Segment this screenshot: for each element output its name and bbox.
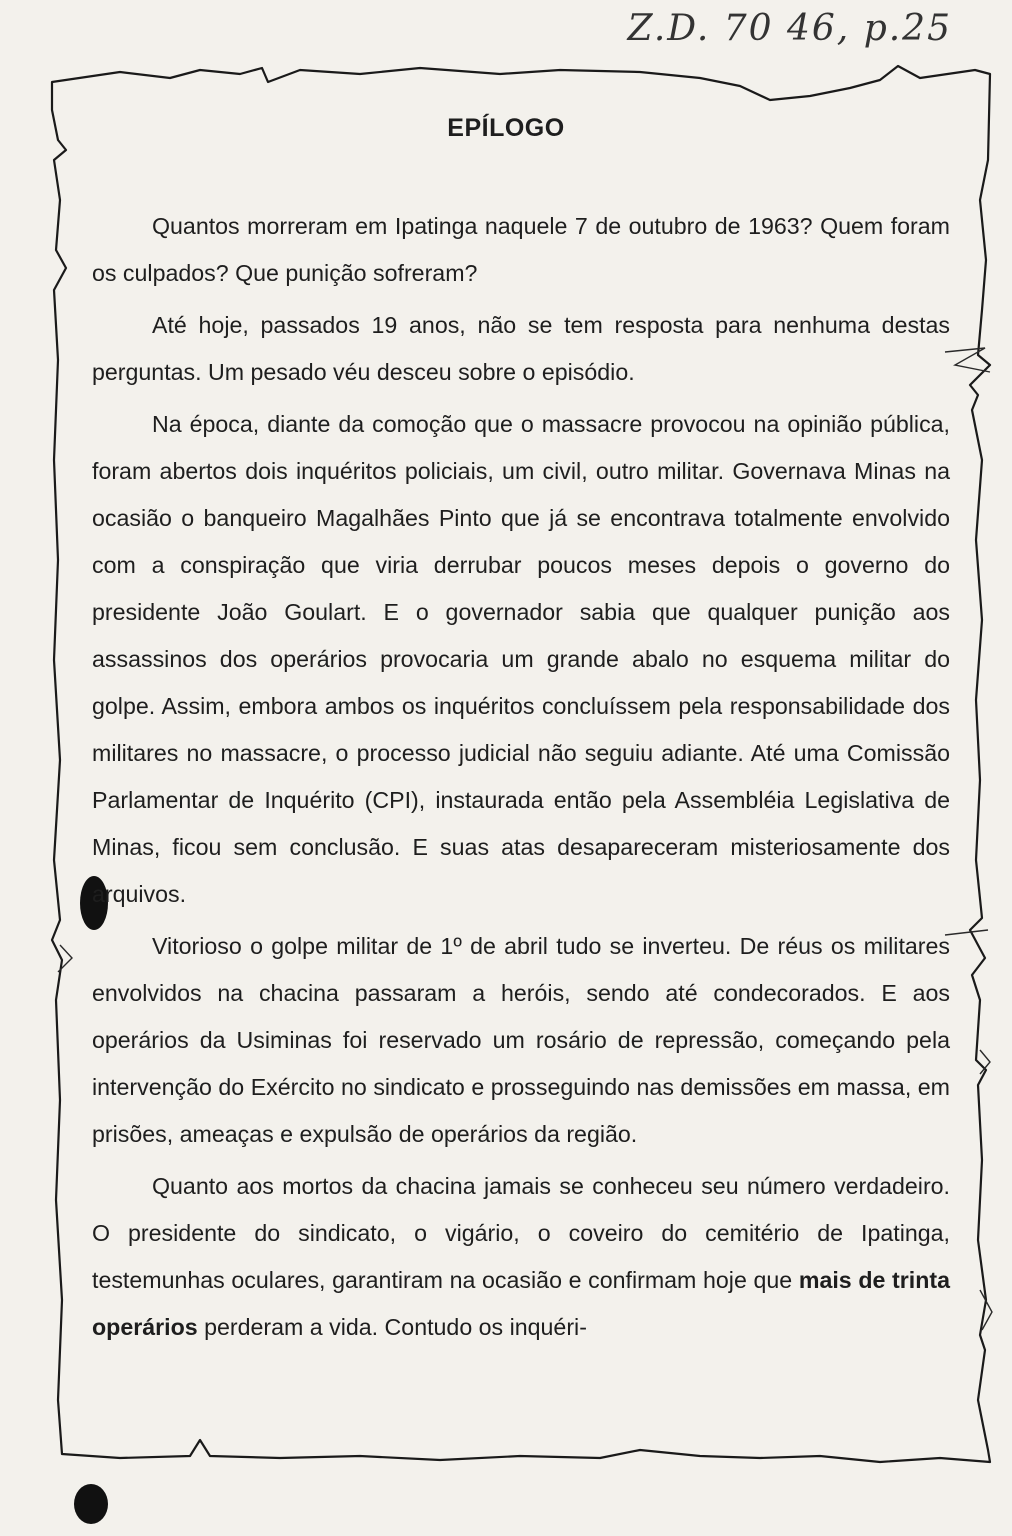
paragraph: Vitorioso o golpe militar de 1º de abril tudo se inverteu. De réus os militares envolvidos na chacina passaram a heróis, sendo até condecorados. E aos operários da Usiminas foi reservado um rosário de repressão, começando pela intervenção do Exército no sindicato e prosseguindo nas demissões em massa, em prisões, ameaças e expulsão de operários da região. xyxy=(92,933,950,1147)
paragraph: Até hoje, passados 19 anos, não se tem resposta para nenhuma destas perguntas. Um pesado véu desceu sobre o episódio. xyxy=(92,312,950,385)
chapter-title: EPÍLOGO xyxy=(447,114,565,142)
paragraph: Na época, diante da comoção que o massacre provocou na opinião pública, foram abertos dois inquéritos policiais, um civil, outro militar. Governava Minas na ocasião o banqueiro Magalhães Pinto que já se encontrava totalmente envolvido com a conspiração que viria derrubar poucos meses depois o governo do presidente João Goulart. E o governador sabia que qualquer punição aos assassinos dos operários provocaria um grande abalo no esquema militar do golpe. Assim, embora ambos os inquéritos concluíssem pela responsabilidade dos militares no massacre, o processo judicial não seguiu adiante. Até uma Comissão Parlamentar de Inquérito (CPI), instaurada então pela Assembléia Legislativa de Minas, ficou sem conclusão. E suas atas desapareceram misteriosamente dos arquivos. xyxy=(92,411,950,907)
binding-hole xyxy=(74,1484,108,1524)
emphasized-text: mais de trinta operários xyxy=(92,1267,950,1340)
paragraph: Quantos morreram em Ipatinga naquele 7 de outubro de 1963? Quem foram os culpados? Que punição sofreram? xyxy=(92,213,950,286)
archive-page-reference: Z.D. 70 46, p.25 xyxy=(627,8,952,49)
body-text xyxy=(92,203,950,1351)
paragraph: Quanto aos mortos da chacina jamais se conheceu seu número verdadeiro. O presidente do sindicato, o vigário, o coveiro do cemitério de Ipatinga, testemunhas oculares, garantiram na ocasião e confirmam hoje que mais de trinta operários perderam a vida. Contudo os inquéri- xyxy=(92,1173,950,1340)
